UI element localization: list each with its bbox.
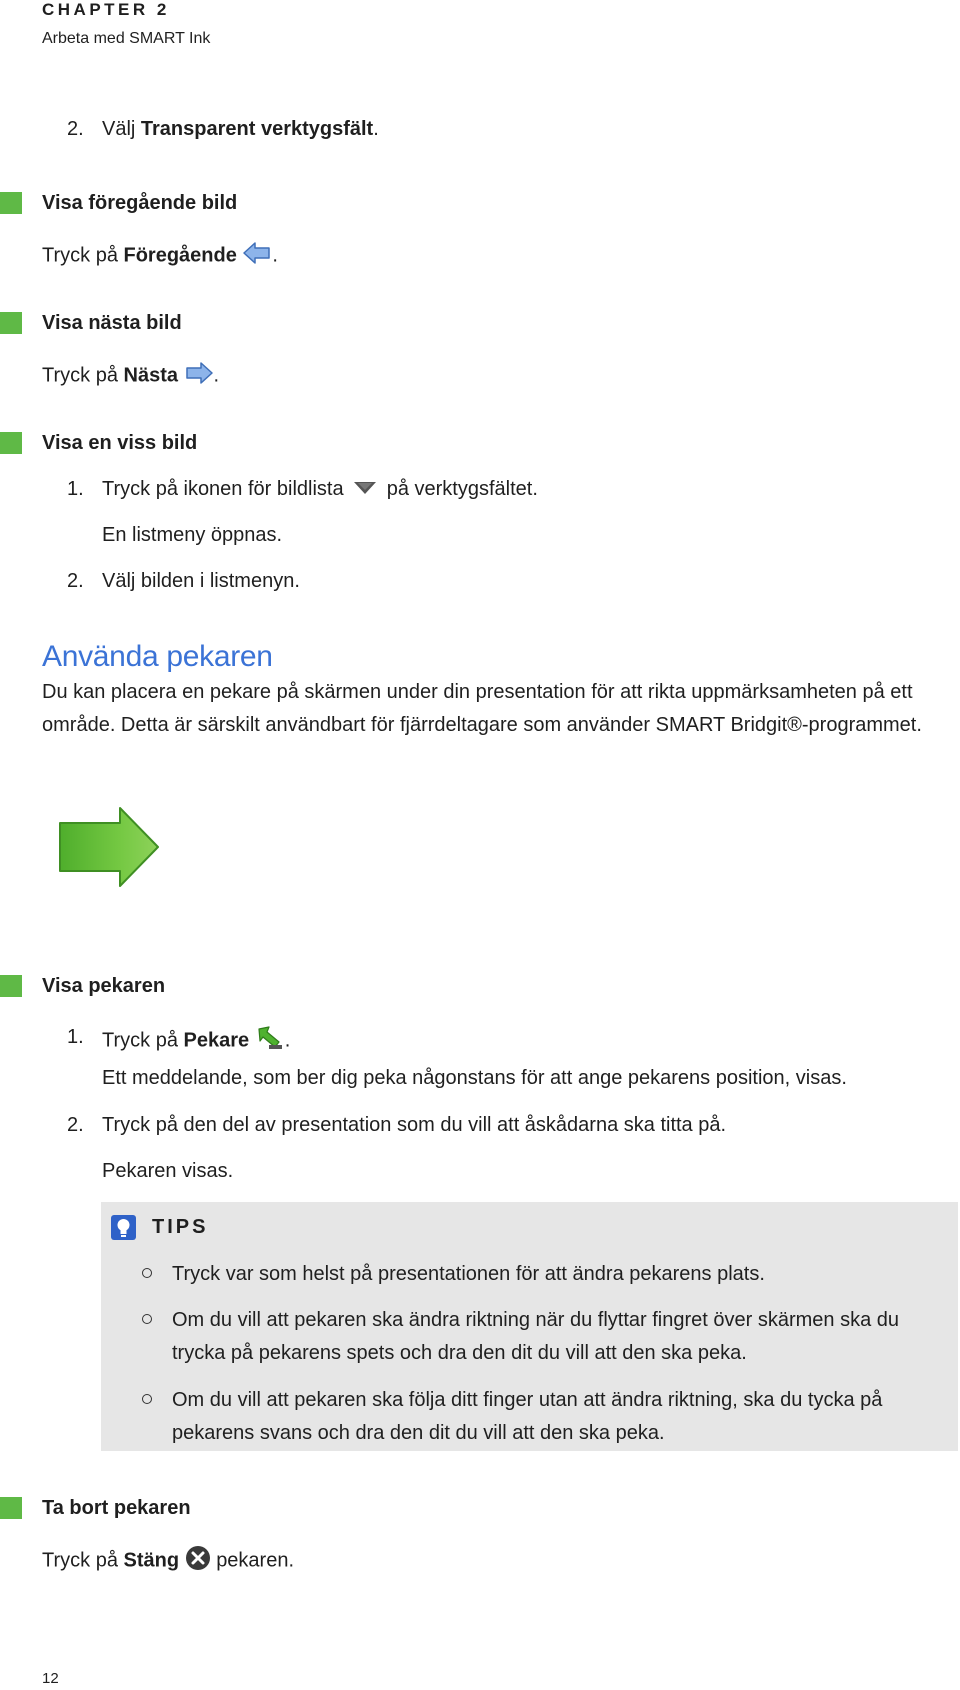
slide-list-dropdown-icon bbox=[353, 478, 377, 502]
show-pointer-step2: Tryck på den del av presentation som du vill att åskådarna ska titta på. bbox=[102, 1114, 727, 1136]
chapter-subtitle: Arbeta med SMART Ink bbox=[42, 30, 211, 47]
tip-text: Om du vill att pekaren ska ändra riktning när du flyttar fingret över skärmen ska du bbox=[172, 1309, 900, 1331]
lightbulb-icon bbox=[111, 1215, 136, 1240]
section-marker bbox=[0, 192, 22, 214]
page-number: 12 bbox=[42, 1670, 59, 1687]
tip-bullet bbox=[142, 1394, 152, 1404]
section-title-pointer: Använda pekaren bbox=[42, 640, 273, 673]
section-heading-next: Visa nästa bild bbox=[42, 312, 182, 334]
tip-text: pekarens svans och dra den dit du vill att den ska peka. bbox=[172, 1422, 665, 1444]
section-marker bbox=[0, 1497, 22, 1519]
intro-step-number: 2. bbox=[67, 118, 84, 140]
pointer-arrow-image bbox=[58, 806, 160, 893]
section-heading-remove-pointer: Ta bort pekaren bbox=[42, 1497, 191, 1519]
show-pointer-step2-note: Pekaren visas. bbox=[102, 1160, 234, 1182]
next-instruction: Tryck på Nästa . bbox=[42, 360, 219, 392]
previous-instruction: Tryck på Föregående . bbox=[42, 240, 278, 272]
pointer-paragraph: Du kan placera en pekare på skärmen under din presentation för att rikta uppmärksamheten på ett område. Detta är särskilt användbart för fjärrdeltagare som använder SMART Bridgit®-programmet. bbox=[42, 681, 922, 736]
intro-step-text: Välj Transparent verktygsfält. bbox=[102, 118, 379, 140]
step-number: 2. bbox=[67, 570, 84, 592]
close-icon bbox=[185, 1545, 211, 1577]
step-number: 2. bbox=[67, 1114, 84, 1136]
step-number: 1. bbox=[67, 1026, 84, 1048]
chapter-label: CHAPTER 2 bbox=[42, 0, 170, 19]
specific-step1-note: En listmeny öppnas. bbox=[102, 524, 283, 546]
tip-bullet bbox=[142, 1268, 152, 1278]
tip-bullet bbox=[142, 1314, 152, 1324]
step-number: 1. bbox=[67, 478, 84, 500]
remove-pointer-instruction: Tryck på Stäng pekaren. bbox=[42, 1545, 294, 1577]
pointer-icon bbox=[255, 1023, 285, 1059]
section-marker bbox=[0, 312, 22, 334]
tip-text: Tryck var som helst på presentationen för att ändra pekarens plats. bbox=[172, 1263, 765, 1285]
show-pointer-step1-note: Ett meddelande, som ber dig peka någonstans för att ange pekarens position, visas. bbox=[102, 1067, 847, 1089]
section-heading-specific: Visa en viss bild bbox=[42, 432, 198, 454]
section-heading-previous: Visa föregående bild bbox=[42, 192, 238, 214]
section-marker bbox=[0, 432, 22, 454]
tip-text: Om du vill att pekaren ska följa ditt finger utan att ändra riktning, ska du tycka på bbox=[172, 1389, 883, 1411]
show-pointer-step1: Tryck på Pekare . bbox=[102, 1023, 290, 1059]
specific-step2: Välj bilden i listmenyn. bbox=[102, 570, 300, 592]
tip-text: trycka på pekarens spets och dra den dit du vill att den ska peka. bbox=[172, 1342, 747, 1364]
section-marker bbox=[0, 975, 22, 997]
arrow-right-icon bbox=[184, 360, 214, 392]
specific-step1: Tryck på ikonen för bildlista på verktygsfältet. bbox=[102, 478, 538, 500]
tips-title: TIPS bbox=[152, 1216, 209, 1238]
arrow-left-icon bbox=[242, 240, 272, 272]
section-heading-show-pointer: Visa pekaren bbox=[42, 975, 166, 997]
